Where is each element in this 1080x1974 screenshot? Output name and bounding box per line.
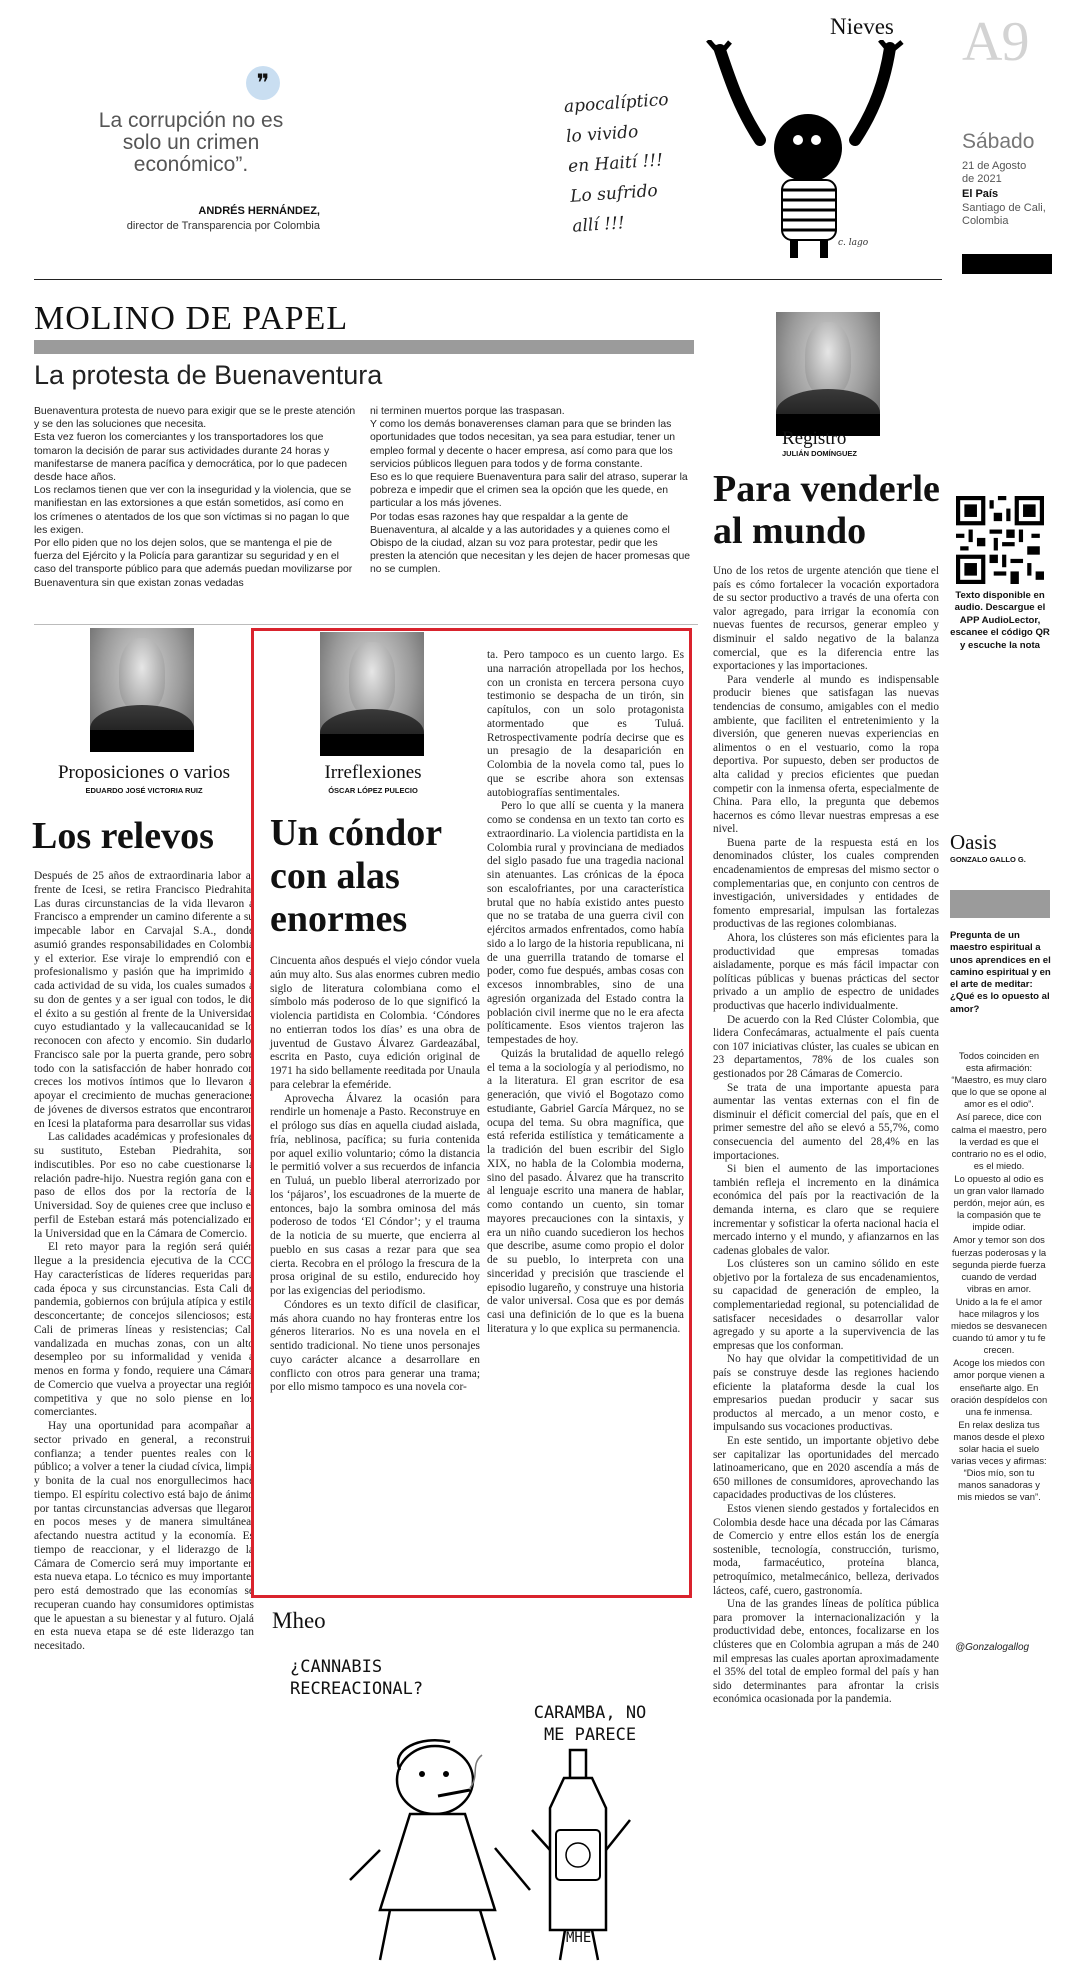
registro-author-photo bbox=[776, 312, 880, 436]
oasis-column-name: Oasis bbox=[950, 830, 997, 854]
condor-author-photo bbox=[320, 632, 424, 756]
quote-mark: ❞ bbox=[256, 69, 270, 97]
relevos-paragraph: Después de 25 años de extraordinaria labor al frente de Icesi, se retira Francisco Piedrahita. Las duras circunstancias de la vida llevaron a Francisco a emprender un camino diferente a su impecable labor en Carvajal S.A., donde asumió grandes responsabilidades en Colombia y el exterior. Ese viraje lo emprendió con el profesionalismo y pasión que ha imprimido a cada actividad de su vida, los cuales sumados a su don de gentes y a ser igual con todos, le dio el éxito a su gestión al frente de la Universidad cuyo estudiantado y la vallecaucanidad se lo reconocen con afecto y encomio. Sin dudarlo, Francisco sale por la puerta grande, pero sobre todo con la satisfacción de haber honrado con creces los motivos íntimos que lo llevaron a apoyar el crecimiento de muchas generaciones de jóvenes de diversos estratos que encontraron en Icesi la plataforma para desarrollar sus vidas. bbox=[34, 870, 254, 1130]
oasis-body bbox=[950, 1050, 1048, 1504]
oasis-paragraph: Amor y temor son dos fuerzas poderosas y la segunda pierde fuerza cuando de verdad vibras en amor. bbox=[951, 1234, 1047, 1294]
registro-paragraph: Los clústeres son un camino sólido en este objetivo por la fortaleza de sus encadenamientos, su capacidad de generación de empleo, la complementariedad regional, su potencialidad de satisfacer necesidades o desarrollar valor agregado y su aporte a la supervivencia de las empresas que los conforman. bbox=[713, 1258, 939, 1352]
condor-column-name: Irreflexiones bbox=[324, 762, 422, 783]
page-info-black-bar bbox=[962, 254, 1052, 274]
registro-column-name: Registro bbox=[782, 428, 847, 449]
oasis-author: GONZALO GALLO G. bbox=[950, 855, 1026, 864]
relevos-paragraph: El reto mayor para la región será quién llegue a la presidencia ejecutiva de la CCC. Hay características de líderes requeridas para cada época y sus circunstancias. Esta Cali de pandemia, gobiernos con brújula atípica y estilo desconcertante; de concejos silenciosos; esta Cali de primeras líneas y resistencias; Cali vandalizada en muchas zonas, con un alto desempleo por su informalidad y venida a menos en forma y fondo, requiere una Cámara de Comercio que vuelva a proyectar una región competitiva y que no solo piense en los comerciantes. bbox=[34, 1241, 254, 1419]
page-day: Sábado bbox=[962, 130, 1035, 153]
molino-section-title: MOLINO DE PAPEL bbox=[34, 300, 349, 337]
quote-author-role: director de Transparencia por Colombia bbox=[126, 220, 320, 232]
top-rule bbox=[34, 279, 942, 280]
quote-text: La corrupción no es solo un crimen económico”. bbox=[98, 109, 284, 176]
registro-paragraph: Estos vienen siendo gestados y fortalecidos en Colombia desde hace una década por las Cámaras de Comercio y entre ellos están los de energía sostenible, tecnología, construcción, turismo, moda, farmacéutico, proteína blanca, petroquímico, metalmecánico, belleza, derivados lácteos, café, cuero, gastronomía. bbox=[713, 1502, 939, 1597]
registro-paragraph: Se trata de una importante apuesta para aumentar las ventas externas con el fin de disminuir el déficit comercial del país, que en el primer semestre del año se elevó a 55,7%, como consecuencia del aumento del 28,4% en las importaciones. bbox=[713, 1081, 939, 1162]
registro-paragraph: Uno de los retos de urgente atención que tiene el país es cómo fortalecer la vocación exportadora de su sector productivo a través de una oferta con valor agregado, para irrigar la economía con nuevas fuentes de recursos, generar empleo y disminuir el saldo negativo de la balanza comercial, que es la diferencia entre las exportaciones y las importaciones. bbox=[713, 565, 939, 673]
mheo-title: Mheo bbox=[272, 1608, 326, 1633]
qr-caption: Texto disponible en audio. Descargue el APP AudioLector, escanee el código QR y escuche la nota bbox=[950, 590, 1050, 651]
molino-paragraph: Por todas esas razones hay que respaldar a la gente de Buenaventura, al alcalde y a las autoridades y a quienes como el Obispo de la ciudad, alzan su voz para protestar, pedir que les presten la atención que necesitan y les dejen de hacer promesas que no se cumplen. bbox=[370, 511, 691, 576]
molino-paragraph: Esta vez fueron los comerciantes y los transportadores los que tomaron la decisión de parar sus actividades durante 24 horas y manifestarse de manera pacífica y democrática, por lo que padecen desde hace años. bbox=[34, 432, 348, 484]
nieves-title: Nieves bbox=[830, 14, 894, 39]
registro-paragraph: Una de las grandes líneas de política pública para promover la internacionalización y la productividad debe, entonces, focalizarse en los clústeres que en Colombia agrupan a más de 240 mil empresas las cuales aportan aproximadamente el 35% del total de empleo formal del país y han sido determinantes para afrontar la crisis económica ocasionada por la pandemia. bbox=[713, 1598, 939, 1706]
oasis-paragraph: En relax desliza tus manos desde el plexo solar hacia el suelo varias veces y afirmas: “Dios mío, son tu manos sanadoras y mis miedos se van”. bbox=[951, 1418, 1047, 1503]
registro-paragraph: Para venderle al mundo es indispensable producir bienes que satisfagan las nuevas tendencias de consumo, amigables con el medio ambiente, que faciliten el entretenimiento y la diversión, que generen nuevas experiencias en alimentos o en el vestuario, como la ropa deportiva. Por supuesto, deben ser productos de alta calidad y precios eficientes que puedan competir con la inmensa oferta, especialmente de China. Para ello, la pregunta que debemos hacernos es cómo llevar nuestras empresas a ese nivel. bbox=[713, 673, 939, 836]
condor-col1 bbox=[270, 955, 480, 1395]
molino-paragraph: ni terminen muertos porque las traspasan. bbox=[370, 406, 565, 417]
condor-author: ÓSCAR LÓPEZ PULECIO bbox=[328, 786, 418, 795]
relevos-title: Los relevos bbox=[32, 815, 214, 857]
relevos-paragraph: Hay una oportunidad para acompañar al sector privado en general, a reconstruir confianza; a tender puentes reales con lo público; a volver a tener la ciudad cívica, limpia y bonita de la cual nos enorgullecimos hace tiempo. El espíritu colectivo está bajo de ánimo por tantas circunstancias adversas que llegaron en pocos meses y de manera simultánea, afectando nuestra actitud y la economía. Es tiempo de reaccionar, y el liderazgo de la Cámara de Comercio será muy importante en esta nueva etapa. Lo técnico es muy importante, pero está demostrado que las economías se recuperan cuando hay consumidores optimistas que le apuestan a su bienestar y al futuro. Ojalá en esta nueva etapa se dé este liderazgo tan necesitado. bbox=[34, 1420, 254, 1652]
mheo-cartoon bbox=[320, 1730, 660, 1966]
condor-paragraph: Pero lo que allí se cuenta y la manera como se condensa en un texto tan corto es extraordinario. La violencia partidista en la Colombia rural y provinciana de mediados del siglo pasado fue una tragedia nacional sin atenuantes. Las crónicas de la época son escalofriantes, por una característica brutal que no había existido antes puesto que no se trataba de una guerra civil con ejércitos armados enfrentados, como había sido a lo largo de la historia republicana, ni de una guerrilla tratando de tomarse el poder, como fue después, ambas cosas con excesos innombrables, sino de una agresión organizada del Estado contra la población civil inerme que no le era afecta políticamente. Esos vientos trajeron las tempestades de hoy. bbox=[487, 800, 684, 1046]
oasis-paragraph: Lo opuesto al odio es un gran valor llamado perdón, mejor aún, es la compasión que te impide odiar. bbox=[953, 1172, 1045, 1233]
molino-title: La protesta de Buenaventura bbox=[34, 360, 383, 390]
relevos-paragraph: Las calidades académicas y profesionales de su sustituto, Esteban Piedrahita, son indiscutibles. Por eso no cabe cuestionarse la relación padre-hijo. Nuestra región gana con el paso de ellos dos por la rectoría de la Universidad. Soy de quienes cree que incluso el perfil de Esteban estará más potencializado en la Universidad que en la Cámara de Comercio. bbox=[34, 1131, 254, 1240]
nieves-cartoon bbox=[690, 40, 930, 260]
relevos-author: EDUARDO JOSÉ VICTORIA RUIZ bbox=[85, 786, 203, 795]
oasis-gray-bar bbox=[950, 890, 1050, 918]
condor-title: Un cóndor con alas enormes bbox=[270, 812, 443, 940]
quote-icon bbox=[246, 66, 280, 100]
oasis-handle: @Gonzalogallog bbox=[955, 1642, 1030, 1653]
mheo-bubble-answer: CARAMBA, NO ME PARECE bbox=[533, 1703, 647, 1745]
relevos-author-photo bbox=[90, 628, 194, 752]
page-place: Santiago de Cali, Colombia bbox=[962, 202, 1046, 227]
mheo-bubble-question: ¿CANNABIS RECREACIONAL? bbox=[290, 1657, 424, 1699]
quote-author: ANDRÉS HERNÁNDEZ, bbox=[198, 205, 320, 217]
molino-paragraph: Eso es lo que requiere Buenaventura para salir del atraso, superar la pobreza e impedir que el crimen sea la opción que les quede, en particular a los más jóvenes. bbox=[370, 472, 688, 510]
page-number: A9 bbox=[962, 11, 1029, 73]
registro-paragraph: De acuerdo con la Red Clúster Colombia, que lidera Confecámaras, actualmente el país cuenta con 107 iniciativas clúster, las cuales se ubican en 23 departamentos, 78% de los cuales son gestionados por 28 Cámaras de Comercio. bbox=[713, 1013, 939, 1080]
nieves-handwriting: apocalíptico lo vivido en Haití !!! Lo sufrido allí !!! bbox=[563, 89, 670, 237]
registro-paragraph: No hay que olvidar la competitividad de un país se construye desde las regiones haciendo eficiente la plataforma desde la cual los empresarios puedan producir y sacar sus productos al mercado, a un menor costo, e impulsando sus vocaciones productivas. bbox=[713, 1353, 939, 1434]
molino-paragraph: Los reclamos tienen que ver con la inseguridad y la violencia, que se manifiestan en las extorsiones a que están sometidos, así como en los crímenes o atentados de los que son víctimas si no pagan lo que les exigen. bbox=[34, 485, 352, 536]
relevos-body bbox=[34, 870, 254, 1654]
condor-paragraph: ta. Pero tampoco es un cuento largo. Es una narración atropellada por los hechos, con un cronista en tercera persona cuyo testimonio se despacha de un tirón, sin capítulos, con un solo protagonista atormentado que es Tuluá. Retrospectivamente podría decirse que es un presagio de la desaparición en Colombia de la novela como tal, pues lo que se escribe ahora son extensas autobiografías sentimentales. bbox=[487, 649, 684, 799]
molino-col2 bbox=[370, 405, 695, 577]
relevos-column-name: Proposiciones o varios bbox=[57, 762, 231, 783]
molino-paragraph: Y como los demás bonaverenses claman para que se brinden las oportunidades que todos necesitan, ya sea para estudiar, tener un empleo formal y decente o hacer empresa, así como para que los servicios públicos lleguen para todos y de forma constante. bbox=[370, 419, 676, 470]
molino-paragraph: Por ello piden que no los dejen solos, que se mantenga el pie de fuerza del Ejército y la Policía para garantizar su seguridad y en el caso del transporte público para que además puedan movilizarse por Buenaventura sin que existan zonas vedadas bbox=[34, 538, 353, 589]
registro-paragraph: Si bien el aumento de las importaciones también refleja el incremento en la dinámica económica del país por la reactivación de la demanda interna, es claro que se requiere incrementar y sofisticar la oferta nacional hacia el mercado interno y el mundo, y afianzarnos en las cadenas globales de valor. bbox=[713, 1163, 939, 1257]
molino-paragraph: Buenaventura protesta de nuevo para exigir que se le preste atención y se den las soluciones que necesita. bbox=[34, 406, 356, 431]
registro-paragraph: En este sentido, un importante objetivo debe ser capitalizar las oportunidades del mercado latinoamericano, que en 2020 ascendía a más de 650 millones de consumidores, aprovechando las capacidades productivas de los clústeres. bbox=[713, 1435, 939, 1502]
oasis-paragraph: Acoge los miedos con amor porque vienen a enseñarte algo. En oración despídelos con una fe inmensa. bbox=[950, 1357, 1048, 1417]
nieves-signature: c. lago bbox=[838, 238, 869, 248]
qr-code bbox=[956, 496, 1044, 584]
registro-author: JULIÁN DOMÍNGUEZ bbox=[782, 449, 857, 458]
molino-bottom-rule bbox=[34, 624, 698, 625]
page-date: 21 de Agosto de 2021 bbox=[962, 160, 1027, 185]
registro-body bbox=[713, 565, 939, 1707]
molino-gray-bar bbox=[34, 340, 694, 354]
oasis-paragraph: Todos coinciden en esta afirmación: “Maestro, es muy claro que lo que se opone al amor es el odio”. bbox=[951, 1050, 1047, 1110]
registro-paragraph: Buena parte de la respuesta está en los denominados clúster, los cuales comprenden encadenamientos de empresas del mismo sector o complementarias que, en conjunto con centros de investigación, universidades y entidades de fomento empresarial, impulsan las fortalezas productivas de las regiones colombianas. bbox=[713, 836, 939, 931]
oasis-question: Pregunta de un maestro espiritual a unos aprendices en el camino espiritual y en el arte de meditar: ¿Qué es lo opuesto al amor? bbox=[950, 930, 1051, 1015]
molino-col1 bbox=[34, 405, 359, 590]
condor-paragraph: Cincuenta años después el viejo cóndor vuela aún muy alto. Sus alas enormes cubren medio siglo de literatura colombiana como el símbolo más poderoso de lo que significó la violencia partidista en Colombia. ‘Cóndores no entierran todos los días’ es una obra de juventud de Gustavo Álvarez Gardeazábal, escrita en Pasto, cuya edición original de 1971 ha sido bellamente reeditada por Unaula para celebrar la efeméride. bbox=[270, 955, 480, 1091]
oasis-paragraph: Así parece, dice con calma el maestro, pero la verdad es que el contrario no es el odio, es el miedo. bbox=[951, 1111, 1047, 1171]
page-paper: El País bbox=[962, 188, 999, 200]
registro-paragraph: Ahora, los clústeres son más eficientes para la productividad que empresas tomadas aisladamente, porque es más fácil impactar con políticas públicas y buenas prácticas del sector privado a un amplio de espectro de unidades productivas que hacerlo individualmente. bbox=[713, 932, 939, 1012]
oasis-paragraph: Unido a la fe el amor hace milagros y los miedos se desvanecen cuando tú amor y tu fe crecen. bbox=[951, 1295, 1047, 1356]
registro-title: Para venderle al mundo bbox=[713, 468, 940, 552]
condor-paragraph: Aprovecha Álvarez la ocasión para rendirle un homenaje a Pasto. Reconstruye en el prólogo sus días en aquella ciudad aislada, fría, neblinosa, pacífica; su furia contenida por aquel exilio voluntario; cómo la distancia le permitió volver a sus recuerdos de infancia en Tuluá, un pueblo liberal aterrorizado por los ‘pájaros’, los escuadrones de la muerte de entonces, bajo la sombra ominosa del más poderoso de todos ‘El Cóndor’; y el trauma de la noticia de su muerte, que encierra al pueblo en sus casas a rezar para que sea cierta. Recobra en el prólogo la frescura de la prosa original de su estilo, endurecido hoy por las exigencias del periodismo. bbox=[270, 1092, 480, 1297]
mheo-signature: MHE bbox=[566, 1930, 592, 1946]
condor-paragraph: Quizás la brutalidad de aquello relegó el tema a la sociología y al periodismo, no a la literatura. El gran escritor de esa generación, que vivió el Bogotazo como estudiante, Gabriel García Márquez, no se ocupa del tema. Su obra magnífica, que está referida estilística y temáticamente a la tradición del buen escribir del Siglo XIX, no habla de la Colombia moderna, sino del pasado. Álvarez que ha transcrito al lenguaje escrito una manera de hablar, como contando un cuento, sin tomar mayores precauciones con la sintaxis, y era un niño cuando sucedieron los hechos que describe, asume como propio el dolor de su pueblo, lo interpreta con una sinceridad y precisión que trasciende el episodio lugareño, y construye una historia de valor universal. Cosa que es por demás casi una definición de lo que es la buena literatura y lo que explica su permanencia. bbox=[487, 1047, 684, 1335]
condor-col2 bbox=[487, 649, 684, 1337]
condor-paragraph: Cóndores es un texto difícil de clasificar, más ahora cuando no hay fronteras entre los géneros literarios. No es una novela en el sentido tradicional. No tiene unos personajes cuyo carácter alcance a desarrollare en conflicto con otros para generar una trama; por ello mismo tampoco es una novela cor- bbox=[270, 1298, 480, 1394]
